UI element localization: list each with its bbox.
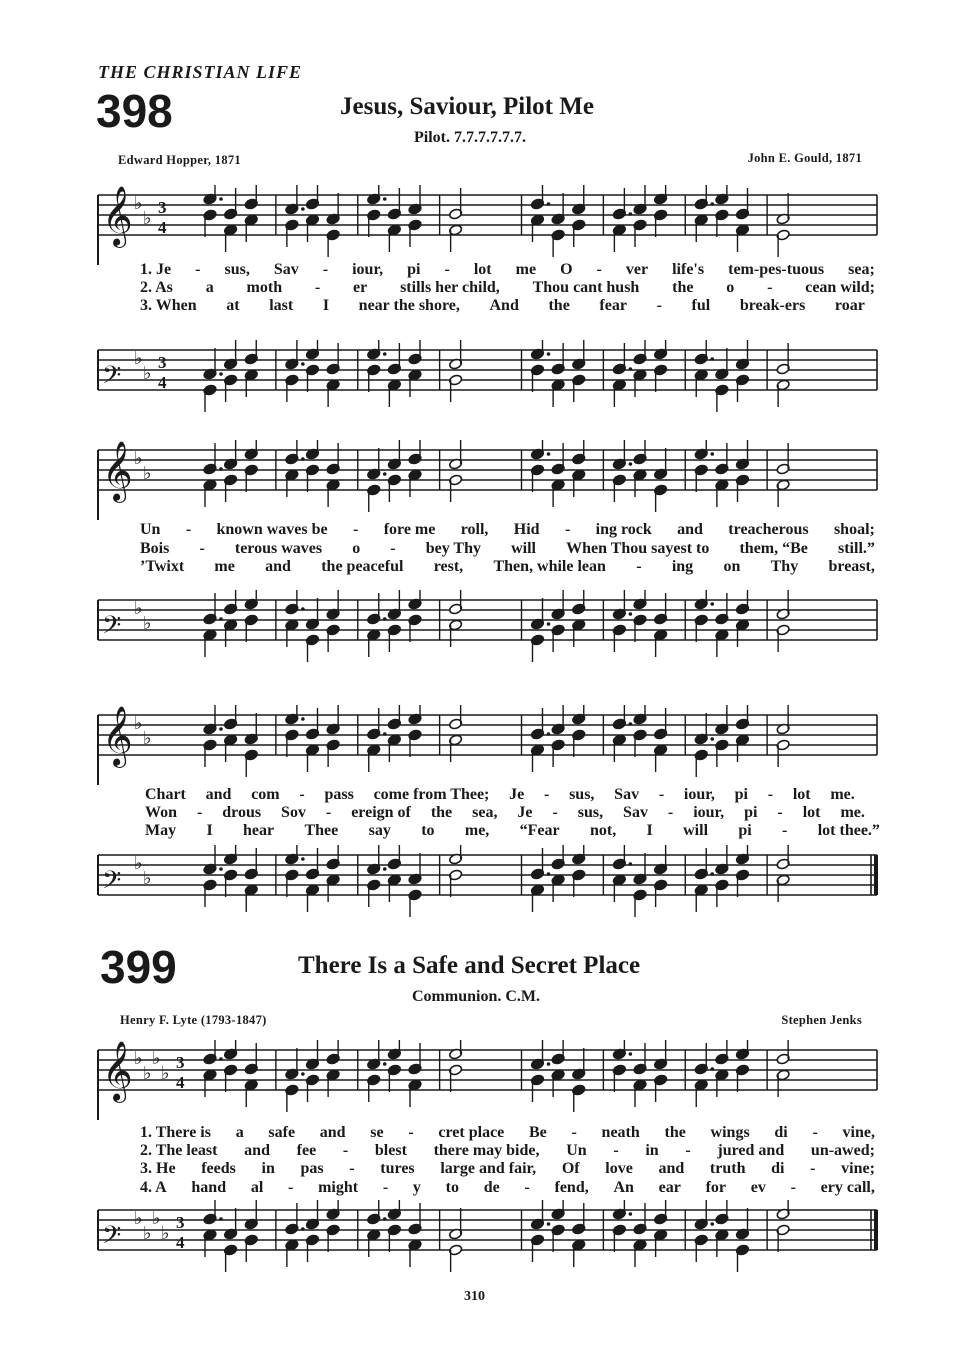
- lyric-syllable: sus,: [569, 786, 595, 803]
- music-credit: John E. Gould, 1871: [747, 151, 862, 165]
- lyric-syllable: the: [664, 1124, 686, 1141]
- lyric-syllable: rest,: [433, 558, 464, 575]
- treble-staff: [90, 185, 885, 265]
- flat-icon: ♭: [143, 1063, 152, 1084]
- lyric-syllable: 2. As: [140, 279, 173, 296]
- lyric-syllable: on: [723, 558, 741, 575]
- lyric-syllable: tures: [380, 1160, 415, 1177]
- lyric-syllable: and: [244, 1142, 270, 1159]
- lyric-syllable: feeds: [201, 1160, 236, 1177]
- lyric-syllable: -: [571, 1124, 577, 1141]
- treble-staff: [90, 705, 885, 785]
- lyric-line: [145, 804, 865, 822]
- lyric-syllable: sus,: [577, 804, 604, 821]
- treble-clef-icon: 𝄞: [102, 706, 133, 766]
- lyric-syllable: Chart: [145, 786, 186, 803]
- lyric-line: [140, 558, 875, 576]
- lyric-syllable: -: [564, 521, 571, 538]
- lyric-syllable: in: [645, 1142, 659, 1159]
- lyric-syllable: When Thou sayest to: [566, 540, 710, 557]
- lyric-syllable: com: [251, 786, 280, 803]
- lyric-syllable: se: [370, 1124, 384, 1141]
- flat-icon: ♭: [134, 713, 143, 734]
- lyric-syllable: wings: [710, 1124, 750, 1141]
- lyric-syllable: -: [185, 521, 192, 538]
- hymn-title: There Is a Safe and Secret Place: [298, 952, 641, 979]
- lyric-syllable: Sov: [281, 804, 306, 821]
- lyric-syllable: me.: [830, 786, 855, 803]
- lyric-syllable: Sav: [614, 786, 640, 803]
- lyric-syllable: Be: [529, 1124, 547, 1141]
- bass-staff: [90, 1200, 885, 1280]
- lyric-line: [140, 1124, 875, 1142]
- lyric-syllable: May: [145, 822, 177, 839]
- lyric-syllable: ery call,: [820, 1179, 875, 1196]
- lyric-syllable: jured and: [717, 1142, 785, 1159]
- lyric-syllable: might: [318, 1179, 359, 1196]
- svg-text:4: 4: [158, 373, 167, 392]
- lyric-syllable: Sav: [623, 804, 648, 821]
- flat-icon: ♭: [134, 1208, 143, 1229]
- lyric-syllable: hand: [191, 1179, 227, 1196]
- lyric-syllable: the: [672, 279, 694, 296]
- flat-icon: ♭: [134, 598, 143, 619]
- lyric-syllable: and: [677, 521, 703, 538]
- lyric-syllable: for: [705, 1179, 727, 1196]
- lyric-syllable: -: [777, 804, 783, 821]
- lyric-syllable: stills her child,: [400, 279, 500, 296]
- treble-clef-icon: 𝄞: [102, 1041, 133, 1101]
- lyric-syllable: di: [771, 1160, 785, 1177]
- lyric-syllable: vine;: [841, 1160, 875, 1177]
- lyric-syllable: -: [444, 261, 450, 278]
- lyric-syllable: -: [636, 558, 642, 575]
- svg-text:3: 3: [176, 1213, 185, 1232]
- lyric-syllable: Of: [561, 1160, 580, 1177]
- lyric-syllable: me: [214, 558, 235, 575]
- lyric-line: [140, 540, 875, 558]
- lyric-syllable: pi: [744, 804, 758, 821]
- lyric-syllable: Un: [140, 521, 161, 538]
- bass-clef-icon: 𝄢: [102, 1221, 122, 1256]
- lyric-syllable: to: [445, 1179, 459, 1196]
- lyric-syllable: 3. When: [140, 297, 197, 314]
- lyric-syllable: I: [206, 822, 213, 839]
- lyric-syllable: 2. The least: [140, 1142, 218, 1159]
- lyric-syllable: ear: [658, 1179, 681, 1196]
- lyric-syllable: there may bide,: [433, 1142, 540, 1159]
- lyric-syllable: breast,: [828, 558, 875, 575]
- lyric-syllable: me.: [840, 804, 865, 821]
- bass-staff: [90, 845, 885, 925]
- tune-name: Communion. C.M.: [412, 988, 541, 1005]
- lyric-syllable: ev: [750, 1179, 766, 1196]
- lyric-line: [140, 261, 875, 279]
- treble-clef-icon: 𝄞: [102, 186, 133, 246]
- flat-icon: ♭: [134, 448, 143, 469]
- lyric-syllable: al: [250, 1179, 264, 1196]
- lyric-syllable: fend,: [554, 1179, 589, 1196]
- words-credit: Edward Hopper, 1871: [118, 153, 241, 167]
- lyric-syllable: will: [511, 540, 536, 557]
- flat-icon: ♭: [134, 193, 143, 214]
- lyric-syllable: neath: [601, 1124, 640, 1141]
- lyric-syllable: er: [353, 279, 368, 296]
- lyric-syllable: -: [685, 1142, 691, 1159]
- lyric-syllable: love: [605, 1160, 633, 1177]
- svg-text:4: 4: [176, 1233, 185, 1252]
- lyric-syllable: fear: [599, 297, 627, 314]
- lyric-syllable: pi: [738, 822, 752, 839]
- lyric-syllable: lot thee.”: [817, 822, 880, 839]
- lyric-syllable: fee: [296, 1142, 317, 1159]
- lyric-syllable: bey Thy: [425, 540, 481, 557]
- flat-icon: ♭: [143, 363, 152, 384]
- lyric-line: [140, 1179, 875, 1197]
- bass-staff: [90, 590, 885, 670]
- lyric-syllable: -: [767, 786, 774, 803]
- lyric-syllable: Thou cant hush: [532, 279, 640, 296]
- lyric-syllable: pi: [407, 261, 421, 278]
- lyric-syllable: lot: [792, 786, 811, 803]
- treble-staff: [90, 1040, 885, 1120]
- lyric-syllable: me: [515, 261, 537, 278]
- svg-text:3: 3: [176, 1053, 185, 1072]
- tune-name: Pilot. 7.7.7.7.7.7.: [414, 129, 526, 146]
- lyric-syllable: Je: [509, 786, 525, 803]
- lyric-syllable: And: [489, 297, 519, 314]
- lyric-syllable: the peaceful: [321, 558, 404, 575]
- bass-clef-icon: 𝄢: [102, 361, 122, 396]
- lyric-syllable: Sav: [273, 261, 299, 278]
- lyric-syllable: near the shore,: [358, 297, 460, 314]
- lyric-syllable: iour,: [352, 261, 384, 278]
- lyric-syllable: -: [199, 540, 205, 557]
- lyric-syllable: -: [408, 1124, 414, 1141]
- lyric-line: [140, 1160, 875, 1178]
- bass-clef-icon: 𝄢: [102, 866, 122, 901]
- lyric-syllable: and: [319, 1124, 346, 1141]
- lyric-syllable: -: [656, 297, 662, 314]
- lyric-syllable: me,: [464, 822, 490, 839]
- lyric-syllable: iour,: [693, 804, 725, 821]
- hymn-number: 398: [96, 85, 173, 137]
- lyric-syllable: vine,: [842, 1124, 875, 1141]
- lyric-syllable: roar: [834, 297, 865, 314]
- music-credit: Stephen Jenks: [781, 1013, 862, 1027]
- lyric-syllable: Then, while lean: [493, 558, 606, 575]
- lyric-syllable: Je: [517, 804, 533, 821]
- hymn-title: Jesus, Saviour, Pilot Me: [340, 93, 594, 120]
- lyric-syllable: Thee: [304, 822, 339, 839]
- section-heading: THE CHRISTIAN LIFE: [98, 62, 303, 82]
- flat-icon: ♭: [161, 1223, 170, 1244]
- flat-icon: ♭: [143, 728, 152, 749]
- lyric-syllable: -: [790, 1179, 796, 1196]
- lyric-syllable: An: [613, 1179, 634, 1196]
- lyric-syllable: 3. He: [140, 1160, 176, 1177]
- flat-icon: ♭: [161, 1063, 170, 1084]
- lyric-syllable: sea,: [472, 804, 498, 821]
- lyric-syllable: truth: [709, 1160, 746, 1177]
- lyric-syllable: 4. A: [140, 1179, 167, 1196]
- lyric-syllable: will: [683, 822, 709, 839]
- lyric-line: [145, 822, 880, 840]
- lyric-syllable: tem-pes-tuous: [728, 261, 825, 278]
- lyric-syllable: -: [314, 279, 321, 296]
- lyric-syllable: treacherous: [728, 521, 809, 538]
- lyric-syllable: I: [646, 822, 653, 839]
- lyric-syllable: break-ers: [739, 297, 806, 314]
- lyric-syllable: Bois: [140, 540, 170, 557]
- lyric-syllable: a: [205, 279, 214, 296]
- lyric-line: [145, 786, 855, 804]
- lyric-syllable: pass: [324, 786, 354, 803]
- page-number: 310: [464, 1289, 485, 1304]
- lyric-syllable: -: [349, 1160, 355, 1177]
- lyric-syllable: -: [288, 1179, 294, 1196]
- lyric-syllable: ’Twixt: [140, 558, 185, 575]
- svg-text:3: 3: [158, 198, 167, 217]
- lyric-syllable: terous waves: [234, 540, 323, 557]
- lyric-syllable: -: [543, 786, 550, 803]
- flat-icon: ♭: [143, 613, 152, 634]
- lyric-syllable: sea;: [848, 261, 875, 278]
- lyric-syllable: lot: [802, 804, 821, 821]
- lyric-syllable: them, “Be: [739, 540, 808, 557]
- lyric-syllable: blest: [374, 1142, 407, 1159]
- lyric-syllable: O: [560, 261, 573, 278]
- lyric-syllable: still.”: [838, 540, 875, 557]
- lyric-syllable: -: [812, 1124, 818, 1141]
- lyric-syllable: Hid: [513, 521, 540, 538]
- lyric-syllable: -: [810, 1160, 816, 1177]
- flat-icon: ♭: [143, 1223, 152, 1244]
- treble-clef-icon: 𝄞: [102, 441, 133, 501]
- lyric-syllable: ing rock: [595, 521, 652, 538]
- lyric-syllable: -: [524, 1179, 530, 1196]
- lyric-syllable: ful: [691, 297, 711, 314]
- lyric-syllable: I: [322, 297, 330, 314]
- lyric-syllable: o: [726, 279, 735, 296]
- lyric-syllable: ereign of: [351, 804, 411, 821]
- svg-text:4: 4: [176, 1073, 185, 1092]
- svg-text:3: 3: [158, 353, 167, 372]
- lyric-syllable: -: [195, 261, 201, 278]
- bass-staff: [90, 340, 885, 420]
- bass-clef-icon: 𝄢: [102, 611, 122, 646]
- lyric-syllable: say: [368, 822, 391, 839]
- lyric-syllable: -: [390, 540, 396, 557]
- lyric-syllable: -: [782, 822, 788, 839]
- lyric-syllable: hear: [243, 822, 275, 839]
- lyric-syllable: come from Thee;: [373, 786, 490, 803]
- lyric-syllable: -: [342, 1142, 349, 1159]
- lyric-syllable: -: [613, 1142, 619, 1159]
- svg-text:4: 4: [158, 218, 167, 237]
- lyric-syllable: safe: [268, 1124, 296, 1141]
- lyric-syllable: -: [196, 804, 203, 821]
- lyric-syllable: lot: [473, 261, 492, 278]
- hymn-number: 399: [100, 941, 177, 993]
- lyric-syllable: -: [658, 786, 665, 803]
- lyric-syllable: fore me: [383, 521, 436, 538]
- lyric-syllable: Won: [145, 804, 178, 821]
- lyric-syllable: in: [261, 1160, 275, 1177]
- lyric-syllable: un-awed;: [810, 1142, 875, 1159]
- lyric-syllable: not,: [589, 822, 617, 839]
- lyric-syllable: life's: [672, 261, 705, 278]
- lyric-syllable: moth: [246, 279, 283, 296]
- lyric-syllable: o: [352, 540, 361, 557]
- lyric-syllable: the: [430, 804, 453, 821]
- lyric-syllable: iour,: [683, 786, 715, 803]
- lyric-line: [140, 1142, 875, 1160]
- lyric-syllable: roll,: [460, 521, 489, 538]
- lyric-syllable: “Fear: [519, 822, 560, 839]
- lyric-syllable: cret place: [438, 1124, 505, 1141]
- lyric-syllable: pi: [734, 786, 748, 803]
- lyric-syllable: 1. Je: [140, 261, 172, 278]
- lyric-syllable: at: [226, 297, 240, 314]
- lyric-syllable: last: [269, 297, 294, 314]
- lyric-syllable: to: [421, 822, 435, 839]
- lyric-syllable: known waves be: [216, 521, 328, 538]
- lyric-syllable: drous: [222, 804, 262, 821]
- lyric-syllable: -: [322, 261, 329, 278]
- lyric-syllable: ing: [671, 558, 694, 575]
- lyric-syllable: and: [205, 786, 232, 803]
- lyric-syllable: di: [774, 1124, 788, 1141]
- lyric-syllable: the: [548, 297, 570, 314]
- flat-icon: ♭: [134, 1048, 143, 1069]
- lyric-syllable: a: [235, 1124, 244, 1141]
- flat-icon: ♭: [152, 1208, 161, 1229]
- lyric-syllable: Un: [566, 1142, 587, 1159]
- flat-icon: ♭: [143, 463, 152, 484]
- lyric-line: [140, 297, 865, 315]
- lyric-syllable: -: [667, 804, 674, 821]
- lyric-syllable: Thy: [770, 558, 799, 575]
- lyric-syllable: pas: [300, 1160, 324, 1177]
- lyric-line: [140, 521, 875, 539]
- flat-icon: ♭: [143, 868, 152, 889]
- lyric-syllable: -: [596, 261, 602, 278]
- lyric-syllable: de: [483, 1179, 500, 1196]
- lyric-syllable: large and fair,: [440, 1160, 537, 1177]
- lyric-syllable: 1. There is: [140, 1124, 211, 1141]
- lyric-syllable: and: [658, 1160, 685, 1177]
- treble-staff: [90, 440, 885, 520]
- lyric-syllable: cean wild;: [805, 279, 875, 296]
- lyric-syllable: sus,: [224, 261, 250, 278]
- flat-icon: ♭: [134, 348, 143, 369]
- lyric-syllable: -: [353, 521, 359, 538]
- lyric-syllable: -: [767, 279, 773, 296]
- flat-icon: ♭: [134, 853, 143, 874]
- lyric-syllable: ver: [625, 261, 649, 278]
- lyric-syllable: -: [299, 786, 305, 803]
- lyric-syllable: shoal;: [833, 521, 875, 538]
- lyric-line: [140, 279, 875, 297]
- words-credit: Henry F. Lyte (1793-1847): [120, 1013, 267, 1027]
- lyric-syllable: -: [552, 804, 558, 821]
- lyric-syllable: -: [325, 804, 332, 821]
- flat-icon: ♭: [152, 1048, 161, 1069]
- flat-icon: ♭: [143, 208, 152, 229]
- lyric-syllable: -: [382, 1179, 389, 1196]
- lyric-syllable: and: [265, 558, 291, 575]
- lyric-syllable: y: [412, 1179, 421, 1196]
